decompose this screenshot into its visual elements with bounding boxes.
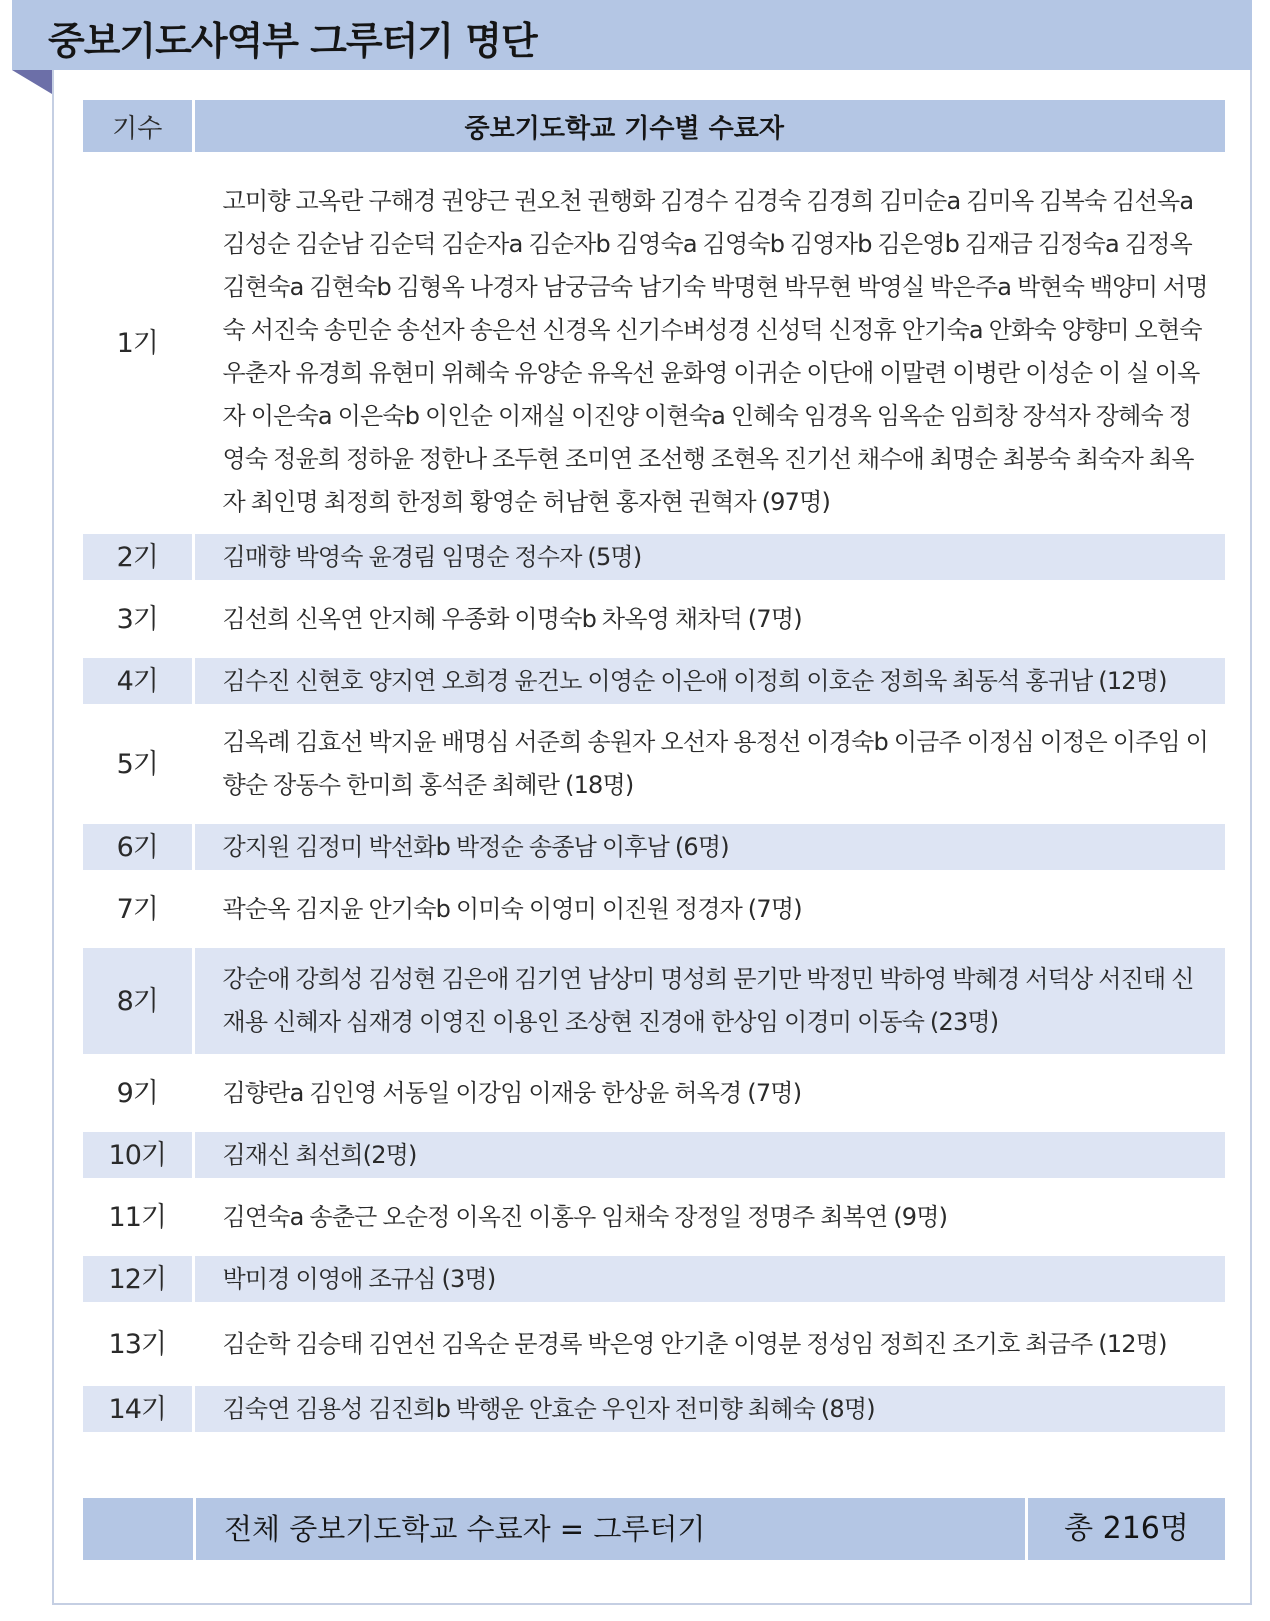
names-cell: 김향란a 김인영 서동일 이강임 이재웅 한상윤 허옥경 (7명) (193, 1054, 1225, 1132)
names-cell: 김옥례 김효선 박지윤 배명심 서준희 송원자 오선자 용정선 이경숙b 이금주 이정심 이정은 이주임 이향순 장동수 한미희 홍석준 최혜란 (18명) (193, 704, 1225, 824)
names-cell: 김재신 최선희(2명) (193, 1132, 1225, 1178)
table-row (83, 948, 1225, 1054)
generation-cell: 8기 (83, 948, 193, 1054)
table-row (83, 1132, 1225, 1178)
names-cell: 고미향 고옥란 구해경 권양근 권오천 권행화 김경수 김경숙 김경희 김미순a 김미옥 김복숙 김선옥a 김성순 김순남 김순덕 김순자a 김순자b 김영숙a 김영숙b 김영자b 김은영b 김재금 김정숙a 김정옥 김현숙a 김현숙b 김형옥 나경자 남궁금숙 남기숙 박명현 박무현 박영실 박은주a 박현숙 백양미 서명숙 서진숙 송민순 송선자 송은선 신경옥 신기수벼성경 신성덕 신정휴 안기숙a 안화숙 양향미 오현숙 우춘자 유경희 유현미 위혜숙 유양순 유옥선 윤화영 이귀순 이단애 이말련 이병란 이성순 이 실 이옥자 이은숙a 이은숙b 이인순 이재실 이진양 이현숙a 인혜숙 임경옥 임옥순 임희창 장석자 장혜숙 정영숙 정윤희 정하윤 정한나 조두현 조미연 조선행 조현옥 진기선 채수애 최명순 최봉숙 최숙자 최옥자 최인명 최정희 한정희 황영순 허남현 홍자현 권혁자 (97명) (193, 152, 1225, 534)
table-row (83, 1386, 1225, 1432)
generation-cell: 7기 (116, 893, 158, 925)
names-cell: 강지원 김정미 박선화b 박정순 송종남 이후남 (6명) (193, 824, 1225, 870)
table-row (83, 152, 1225, 534)
names-cell: 김순학 김승태 김연선 김옥순 문경록 박은영 안기춘 이영분 정성임 정희진 조기호 최금주 (12명) (193, 1302, 1225, 1386)
table-row (83, 1256, 1225, 1302)
table-row (83, 580, 1225, 658)
names-cell: 곽순옥 김지윤 안기숙b 이미숙 이영미 이진원 정경자 (7명) (193, 870, 1225, 948)
generation-cell: 3기 (116, 603, 158, 635)
total-label: 전체 중보기도학교 수료자 = 그루터기 (193, 1498, 1025, 1560)
total-row-spacer (83, 1498, 193, 1560)
generation-cell: 14기 (83, 1386, 193, 1432)
generation-cell: 4기 (83, 658, 193, 704)
table-row (83, 658, 1225, 704)
table-row (83, 1302, 1225, 1386)
generation-cell: 11기 (108, 1201, 166, 1233)
page-title: 중보기도사역부 그루터기 명단 (48, 19, 537, 63)
names-cell: 김수진 신현호 양지연 오희경 윤건노 이영순 이은애 이정희 이호순 정희욱 최동석 홍귀남 (12명) (193, 658, 1225, 704)
title-fold-decoration (12, 70, 52, 94)
table-header-row (83, 100, 1225, 152)
table-row (83, 1054, 1225, 1132)
names-cell: 김매향 박영숙 윤경림 임명순 정수자 (5명) (193, 534, 1225, 580)
table-row (83, 870, 1225, 948)
generation-cell: 10기 (83, 1132, 193, 1178)
names-cell: 박미경 이영애 조규심 (3명) (193, 1256, 1225, 1302)
table-row (83, 1178, 1225, 1256)
column-header-generation: 기수 (83, 100, 193, 152)
column-header-names: 중보기도학교 기수별 수료자 (193, 100, 1225, 152)
generation-cell: 1기 (116, 327, 158, 359)
table-row (83, 704, 1225, 824)
generation-cell: 2기 (83, 534, 193, 580)
generation-cell: 6기 (83, 824, 193, 870)
generation-cell: 5기 (116, 748, 158, 780)
generation-cell: 9기 (116, 1077, 158, 1109)
names-cell: 강순애 강희성 김성현 김은애 김기연 남상미 명성희 문기만 박정민 박하영 박혜경 서덕상 서진태 신재용 신혜자 심재경 이영진 이용인 조상현 진경애 한상임 이경미 이동숙 (23명) (193, 948, 1225, 1054)
total-count: 총 216명 (1025, 1498, 1225, 1560)
generation-cell: 13기 (108, 1328, 166, 1360)
names-cell: 김연숙a 송춘근 오순정 이옥진 이홍우 임채숙 장정일 정명주 최복연 (9명) (193, 1178, 1225, 1256)
generation-cell: 12기 (83, 1256, 193, 1302)
total-row (83, 1498, 1225, 1560)
table-row (83, 534, 1225, 580)
table-row (83, 824, 1225, 870)
graduates-table (83, 100, 1225, 1432)
names-cell: 김숙연 김용성 김진희b 박행운 안효순 우인자 전미향 최혜숙 (8명) (193, 1386, 1225, 1432)
names-cell: 김선희 신옥연 안지혜 우종화 이명숙b 차옥영 채차덕 (7명) (193, 580, 1225, 658)
